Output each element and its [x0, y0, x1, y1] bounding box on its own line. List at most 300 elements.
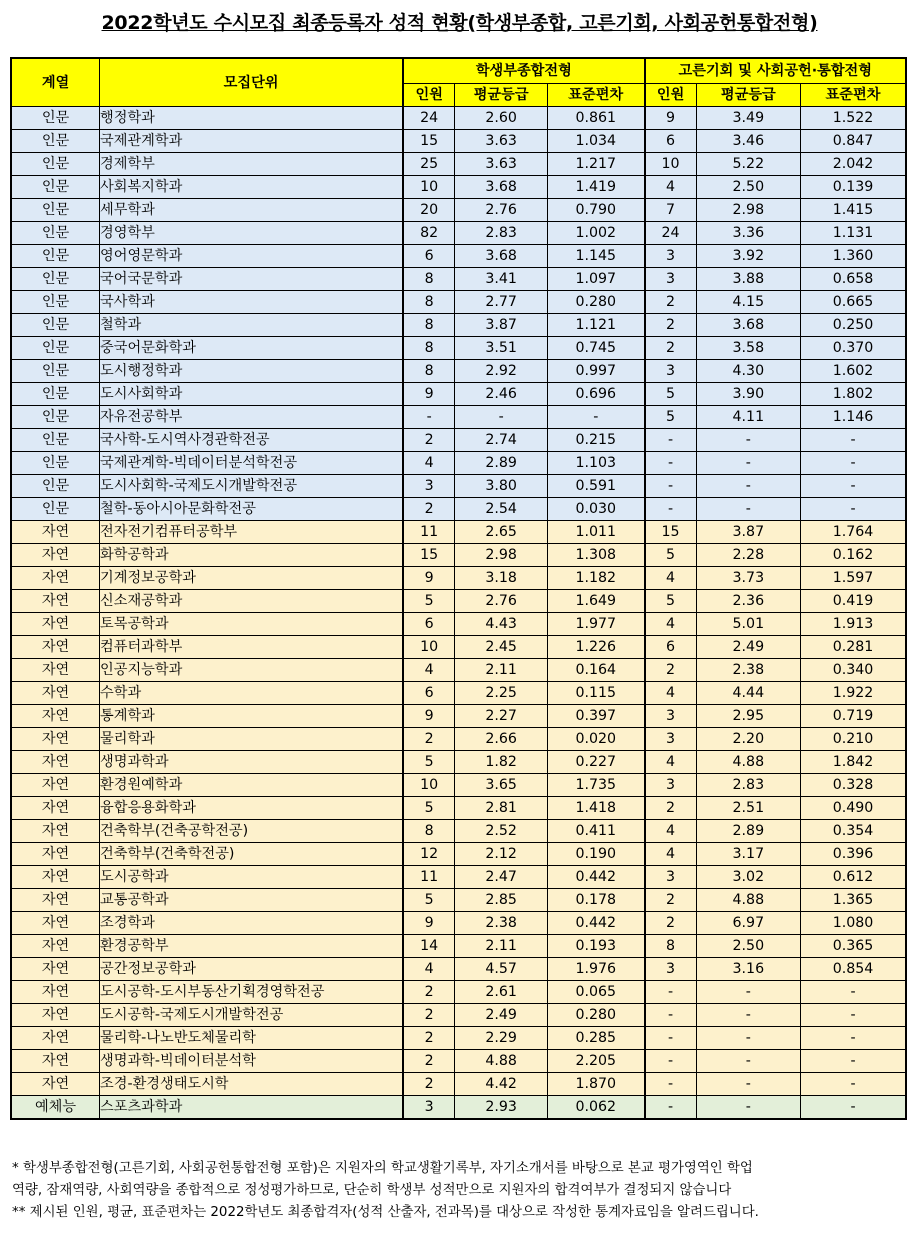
- cell-sd-2: 1.080: [801, 912, 907, 935]
- table-row: [11, 774, 906, 797]
- header-group-student-record: 학생부종합전형: [403, 58, 644, 84]
- cell-unit: 융합응용화학과: [100, 797, 404, 820]
- cell-sd-1: 0.280: [548, 291, 645, 314]
- cell-sd-1: 0.997: [548, 360, 645, 383]
- cell-avg-2: 2.28: [696, 544, 800, 567]
- cell-sd-2: 0.281: [801, 636, 907, 659]
- cell-sd-1: 0.285: [548, 1027, 645, 1050]
- cell-avg-1: 2.61: [455, 981, 548, 1004]
- cell-avg-1: 4.57: [455, 958, 548, 981]
- cell-category: 인문: [11, 383, 100, 406]
- table-row: [11, 107, 906, 130]
- cell-count-2: 2: [645, 314, 697, 337]
- cell-sd-2: 0.665: [801, 291, 907, 314]
- cell-count-1: -: [403, 406, 455, 429]
- cell-category: 자연: [11, 1027, 100, 1050]
- cell-unit: 물리학과: [100, 728, 404, 751]
- cell-unit: 전자전기컴퓨터공학부: [100, 521, 404, 544]
- cell-unit: 도시공학-국제도시개발학전공: [100, 1004, 404, 1027]
- cell-unit: 인공지능학과: [100, 659, 404, 682]
- cell-avg-2: 2.36: [696, 590, 800, 613]
- cell-category: 자연: [11, 1004, 100, 1027]
- cell-unit: 수학과: [100, 682, 404, 705]
- cell-sd-2: 0.612: [801, 866, 907, 889]
- table-row: [11, 406, 906, 429]
- cell-avg-2: 4.11: [696, 406, 800, 429]
- cell-category: 자연: [11, 774, 100, 797]
- cell-count-2: 5: [645, 383, 697, 406]
- cell-avg-2: 4.88: [696, 889, 800, 912]
- cell-sd-2: 0.396: [801, 843, 907, 866]
- cell-avg-2: 4.30: [696, 360, 800, 383]
- cell-count-1: 12: [403, 843, 455, 866]
- cell-unit: 토목공학과: [100, 613, 404, 636]
- cell-avg-2: -: [696, 475, 800, 498]
- cell-count-2: -: [645, 475, 697, 498]
- cell-avg-2: 4.15: [696, 291, 800, 314]
- cell-category: 인문: [11, 107, 100, 130]
- header-sd-2: 표준편차: [801, 84, 907, 107]
- cell-avg-1: 4.43: [455, 613, 548, 636]
- cell-avg-1: -: [455, 406, 548, 429]
- cell-category: 인문: [11, 291, 100, 314]
- cell-count-1: 2: [403, 728, 455, 751]
- cell-sd-1: 1.870: [548, 1073, 645, 1096]
- cell-sd-1: 1.103: [548, 452, 645, 475]
- table-row: [11, 521, 906, 544]
- table-row: [11, 1004, 906, 1027]
- cell-avg-1: 2.52: [455, 820, 548, 843]
- cell-count-2: -: [645, 498, 697, 521]
- cell-sd-2: -: [801, 1050, 907, 1073]
- cell-category: 인문: [11, 429, 100, 452]
- cell-sd-2: 0.490: [801, 797, 907, 820]
- cell-sd-2: -: [801, 1027, 907, 1050]
- cell-unit: 국제관계학과: [100, 130, 404, 153]
- cell-category: 인문: [11, 176, 100, 199]
- cell-avg-2: 3.02: [696, 866, 800, 889]
- cell-sd-1: 0.227: [548, 751, 645, 774]
- cell-category: 자연: [11, 843, 100, 866]
- cell-sd-1: 2.205: [548, 1050, 645, 1073]
- cell-avg-2: 2.95: [696, 705, 800, 728]
- cell-sd-2: -: [801, 1004, 907, 1027]
- cell-category: 인문: [11, 268, 100, 291]
- cell-unit: 행정학과: [100, 107, 404, 130]
- cell-count-1: 9: [403, 912, 455, 935]
- cell-sd-2: 1.131: [801, 222, 907, 245]
- cell-avg-2: -: [696, 1004, 800, 1027]
- cell-avg-1: 2.93: [455, 1096, 548, 1120]
- cell-category: 자연: [11, 1073, 100, 1096]
- cell-category: 인문: [11, 153, 100, 176]
- cell-avg-1: 3.68: [455, 245, 548, 268]
- cell-avg-2: -: [696, 981, 800, 1004]
- cell-count-2: -: [645, 1004, 697, 1027]
- cell-avg-1: 2.49: [455, 1004, 548, 1027]
- cell-avg-1: 2.89: [455, 452, 548, 475]
- cell-sd-1: 1.649: [548, 590, 645, 613]
- cell-category: 자연: [11, 935, 100, 958]
- cell-sd-2: 1.802: [801, 383, 907, 406]
- cell-sd-1: 0.397: [548, 705, 645, 728]
- cell-count-2: 5: [645, 590, 697, 613]
- cell-count-1: 9: [403, 567, 455, 590]
- cell-count-2: 7: [645, 199, 697, 222]
- cell-category: 인문: [11, 130, 100, 153]
- cell-count-2: 4: [645, 613, 697, 636]
- table-row: [11, 130, 906, 153]
- cell-category: 인문: [11, 360, 100, 383]
- cell-category: 자연: [11, 590, 100, 613]
- cell-category: 자연: [11, 659, 100, 682]
- cell-count-1: 6: [403, 613, 455, 636]
- cell-avg-2: 2.49: [696, 636, 800, 659]
- cell-sd-1: 1.034: [548, 130, 645, 153]
- cell-sd-2: 0.139: [801, 176, 907, 199]
- cell-category: 자연: [11, 567, 100, 590]
- cell-count-1: 8: [403, 820, 455, 843]
- cell-category: 자연: [11, 705, 100, 728]
- cell-avg-2: 2.20: [696, 728, 800, 751]
- cell-unit: 컴퓨터과학부: [100, 636, 404, 659]
- cell-sd-2: 0.162: [801, 544, 907, 567]
- cell-sd-1: 0.190: [548, 843, 645, 866]
- cell-sd-2: 0.370: [801, 337, 907, 360]
- cell-sd-1: 1.308: [548, 544, 645, 567]
- cell-count-2: 2: [645, 337, 697, 360]
- cell-category: 인문: [11, 406, 100, 429]
- cell-count-1: 9: [403, 705, 455, 728]
- cell-count-1: 2: [403, 1027, 455, 1050]
- cell-unit: 도시사회학과: [100, 383, 404, 406]
- cell-count-2: 8: [645, 935, 697, 958]
- cell-avg-1: 3.65: [455, 774, 548, 797]
- cell-sd-1: 0.030: [548, 498, 645, 521]
- cell-count-2: 4: [645, 843, 697, 866]
- cell-avg-2: 5.01: [696, 613, 800, 636]
- cell-unit: 사회복지학과: [100, 176, 404, 199]
- cell-sd-2: -: [801, 1073, 907, 1096]
- cell-count-1: 20: [403, 199, 455, 222]
- cell-count-2: 24: [645, 222, 697, 245]
- cell-avg-2: -: [696, 1050, 800, 1073]
- cell-avg-2: 2.38: [696, 659, 800, 682]
- cell-avg-2: 3.36: [696, 222, 800, 245]
- cell-count-1: 2: [403, 1050, 455, 1073]
- cell-sd-1: 0.178: [548, 889, 645, 912]
- cell-unit: 건축학부(건축공학전공): [100, 820, 404, 843]
- cell-sd-2: 0.658: [801, 268, 907, 291]
- cell-count-2: 5: [645, 406, 697, 429]
- cell-avg-1: 2.54: [455, 498, 548, 521]
- table-row: [11, 176, 906, 199]
- cell-category: 자연: [11, 958, 100, 981]
- cell-avg-1: 2.98: [455, 544, 548, 567]
- cell-unit: 건축학부(건축학전공): [100, 843, 404, 866]
- cell-count-2: 2: [645, 659, 697, 682]
- cell-count-1: 4: [403, 452, 455, 475]
- cell-sd-1: 0.591: [548, 475, 645, 498]
- cell-count-1: 15: [403, 544, 455, 567]
- cell-count-2: 3: [645, 866, 697, 889]
- cell-avg-2: 3.17: [696, 843, 800, 866]
- cell-sd-2: 0.847: [801, 130, 907, 153]
- cell-sd-2: 1.764: [801, 521, 907, 544]
- cell-avg-1: 2.92: [455, 360, 548, 383]
- table-row: [11, 383, 906, 406]
- cell-sd-2: -: [801, 981, 907, 1004]
- cell-avg-1: 4.42: [455, 1073, 548, 1096]
- cell-count-2: 6: [645, 130, 697, 153]
- cell-sd-2: -: [801, 498, 907, 521]
- cell-avg-1: 2.81: [455, 797, 548, 820]
- cell-avg-1: 2.74: [455, 429, 548, 452]
- cell-category: 자연: [11, 866, 100, 889]
- cell-sd-1: 1.226: [548, 636, 645, 659]
- cell-avg-2: -: [696, 429, 800, 452]
- cell-category: 인문: [11, 337, 100, 360]
- cell-category: 자연: [11, 912, 100, 935]
- cell-count-2: 4: [645, 820, 697, 843]
- cell-avg-1: 3.41: [455, 268, 548, 291]
- cell-unit: 영어영문학과: [100, 245, 404, 268]
- footnote-line: 역량, 잠재역량, 사회역량을 종합적으로 정성평가하므로, 단순히 학생부 성적만으로 지원자의 합격여부가 결정되지 않습니다: [12, 1183, 732, 1198]
- cell-sd-2: 1.597: [801, 567, 907, 590]
- cell-sd-1: 1.097: [548, 268, 645, 291]
- table-row: [11, 981, 906, 1004]
- cell-avg-2: 2.98: [696, 199, 800, 222]
- cell-count-1: 3: [403, 475, 455, 498]
- cell-count-1: 8: [403, 291, 455, 314]
- cell-sd-1: 1.011: [548, 521, 645, 544]
- cell-avg-1: 3.87: [455, 314, 548, 337]
- cell-avg-1: 3.80: [455, 475, 548, 498]
- cell-count-1: 4: [403, 958, 455, 981]
- cell-count-1: 10: [403, 636, 455, 659]
- cell-avg-1: 2.45: [455, 636, 548, 659]
- cell-unit: 세무학과: [100, 199, 404, 222]
- cell-avg-2: -: [696, 1096, 800, 1120]
- cell-category: 예체능: [11, 1096, 100, 1120]
- table-row: [11, 590, 906, 613]
- cell-avg-2: 2.50: [696, 935, 800, 958]
- cell-count-2: 3: [645, 360, 697, 383]
- cell-sd-2: 0.719: [801, 705, 907, 728]
- cell-sd-2: 1.922: [801, 682, 907, 705]
- cell-avg-1: 3.51: [455, 337, 548, 360]
- cell-category: 자연: [11, 751, 100, 774]
- table-row: [11, 1096, 906, 1120]
- cell-count-1: 8: [403, 268, 455, 291]
- cell-avg-2: 6.97: [696, 912, 800, 935]
- cell-unit: 물리학-나노반도체물리학: [100, 1027, 404, 1050]
- cell-avg-1: 3.18: [455, 567, 548, 590]
- cell-count-1: 9: [403, 383, 455, 406]
- cell-avg-2: 3.90: [696, 383, 800, 406]
- cell-count-1: 11: [403, 521, 455, 544]
- cell-sd-1: 0.280: [548, 1004, 645, 1027]
- cell-unit: 환경공학부: [100, 935, 404, 958]
- cell-count-2: -: [645, 1096, 697, 1120]
- table-row: [11, 268, 906, 291]
- cell-sd-2: 0.250: [801, 314, 907, 337]
- table-row: [11, 360, 906, 383]
- cell-category: 자연: [11, 728, 100, 751]
- table-row: [11, 705, 906, 728]
- footnotes: [12, 1158, 912, 1224]
- cell-avg-1: 2.11: [455, 659, 548, 682]
- cell-count-1: 3: [403, 1096, 455, 1120]
- cell-unit: 자유전공학부: [100, 406, 404, 429]
- cell-avg-1: 2.47: [455, 866, 548, 889]
- cell-avg-1: 2.76: [455, 590, 548, 613]
- table-row: [11, 797, 906, 820]
- cell-sd-2: 0.328: [801, 774, 907, 797]
- cell-unit: 도시사회학-국제도시개발학전공: [100, 475, 404, 498]
- table-row: [11, 1050, 906, 1073]
- cell-sd-1: 1.419: [548, 176, 645, 199]
- cell-sd-2: 1.415: [801, 199, 907, 222]
- cell-avg-2: 2.51: [696, 797, 800, 820]
- header-avg-2: 평균등급: [696, 84, 800, 107]
- cell-count-1: 10: [403, 774, 455, 797]
- table-row: [11, 429, 906, 452]
- table-row: [11, 544, 906, 567]
- cell-category: 자연: [11, 981, 100, 1004]
- cell-sd-1: 0.164: [548, 659, 645, 682]
- cell-unit: 생명과학-빅데이터분석학: [100, 1050, 404, 1073]
- cell-avg-2: 3.87: [696, 521, 800, 544]
- cell-unit: 철학과: [100, 314, 404, 337]
- cell-avg-2: 2.83: [696, 774, 800, 797]
- cell-unit: 신소재공학과: [100, 590, 404, 613]
- cell-count-1: 25: [403, 153, 455, 176]
- cell-sd-1: 1.217: [548, 153, 645, 176]
- cell-count-1: 4: [403, 659, 455, 682]
- cell-sd-1: 1.735: [548, 774, 645, 797]
- header-group-equal-opportunity: 고른기회 및 사회공헌·통합전형: [645, 58, 907, 84]
- table-row: [11, 728, 906, 751]
- cell-count-2: 4: [645, 567, 697, 590]
- cell-sd-1: -: [548, 406, 645, 429]
- cell-count-2: 4: [645, 176, 697, 199]
- cell-count-2: 2: [645, 912, 697, 935]
- cell-unit: 통계학과: [100, 705, 404, 728]
- cell-avg-2: -: [696, 452, 800, 475]
- cell-unit: 경제학부: [100, 153, 404, 176]
- page-title: 2022학년도 수시모집 최종등록자 성적 현황(학생부종합, 고른기회, 사회공헌통합전형): [101, 12, 818, 34]
- cell-sd-1: 0.215: [548, 429, 645, 452]
- table-row: [11, 659, 906, 682]
- cell-category: 인문: [11, 452, 100, 475]
- cell-count-2: -: [645, 1073, 697, 1096]
- cell-unit: 중국어문화학과: [100, 337, 404, 360]
- cell-count-2: 9: [645, 107, 697, 130]
- table-row: [11, 935, 906, 958]
- cell-unit: 화학공학과: [100, 544, 404, 567]
- cell-avg-2: 4.44: [696, 682, 800, 705]
- cell-unit: 경영학부: [100, 222, 404, 245]
- cell-category: 인문: [11, 222, 100, 245]
- header-count-2: 인원: [645, 84, 697, 107]
- cell-unit: 기계정보공학과: [100, 567, 404, 590]
- cell-count-2: 2: [645, 889, 697, 912]
- table-row: [11, 567, 906, 590]
- cell-avg-1: 2.46: [455, 383, 548, 406]
- cell-avg-1: 2.12: [455, 843, 548, 866]
- cell-sd-1: 0.790: [548, 199, 645, 222]
- cell-avg-2: -: [696, 498, 800, 521]
- cell-sd-2: -: [801, 429, 907, 452]
- table-body: [11, 107, 906, 1120]
- cell-count-2: 3: [645, 958, 697, 981]
- header-count-1: 인원: [403, 84, 455, 107]
- cell-sd-1: 1.145: [548, 245, 645, 268]
- cell-category: 인문: [11, 498, 100, 521]
- cell-avg-2: 2.89: [696, 820, 800, 843]
- cell-count-2: -: [645, 429, 697, 452]
- cell-count-2: 3: [645, 705, 697, 728]
- cell-count-1: 8: [403, 360, 455, 383]
- cell-avg-1: 2.38: [455, 912, 548, 935]
- cell-avg-2: -: [696, 1027, 800, 1050]
- cell-sd-1: 0.745: [548, 337, 645, 360]
- cell-avg-2: 2.50: [696, 176, 800, 199]
- cell-sd-1: 1.121: [548, 314, 645, 337]
- cell-unit: 조경-환경생태도시학: [100, 1073, 404, 1096]
- cell-avg-1: 2.76: [455, 199, 548, 222]
- cell-avg-1: 2.65: [455, 521, 548, 544]
- table-row: [11, 475, 906, 498]
- cell-count-2: 5: [645, 544, 697, 567]
- table-row: [11, 613, 906, 636]
- cell-count-2: -: [645, 1027, 697, 1050]
- cell-avg-2: 3.73: [696, 567, 800, 590]
- cell-sd-1: 0.020: [548, 728, 645, 751]
- cell-category: 자연: [11, 820, 100, 843]
- cell-sd-2: 1.360: [801, 245, 907, 268]
- cell-sd-2: 0.419: [801, 590, 907, 613]
- cell-sd-1: 1.002: [548, 222, 645, 245]
- cell-category: 자연: [11, 1050, 100, 1073]
- cell-category: 자연: [11, 682, 100, 705]
- table-row: [11, 199, 906, 222]
- cell-count-1: 6: [403, 245, 455, 268]
- cell-count-1: 82: [403, 222, 455, 245]
- table-row: [11, 337, 906, 360]
- cell-avg-2: 5.22: [696, 153, 800, 176]
- cell-category: 인문: [11, 199, 100, 222]
- cell-count-1: 15: [403, 130, 455, 153]
- cell-sd-1: 1.976: [548, 958, 645, 981]
- cell-count-2: 4: [645, 682, 697, 705]
- cell-avg-1: 2.85: [455, 889, 548, 912]
- cell-count-2: 2: [645, 291, 697, 314]
- cell-unit: 국제관계학-빅데이터분석학전공: [100, 452, 404, 475]
- cell-count-2: 2: [645, 797, 697, 820]
- cell-sd-1: 0.442: [548, 912, 645, 935]
- table-row: [11, 291, 906, 314]
- cell-sd-2: 1.522: [801, 107, 907, 130]
- cell-sd-2: -: [801, 1096, 907, 1120]
- cell-sd-1: 1.182: [548, 567, 645, 590]
- cell-count-2: 3: [645, 245, 697, 268]
- cell-sd-2: 1.913: [801, 613, 907, 636]
- cell-avg-1: 2.25: [455, 682, 548, 705]
- cell-category: 자연: [11, 797, 100, 820]
- cell-avg-2: 4.88: [696, 751, 800, 774]
